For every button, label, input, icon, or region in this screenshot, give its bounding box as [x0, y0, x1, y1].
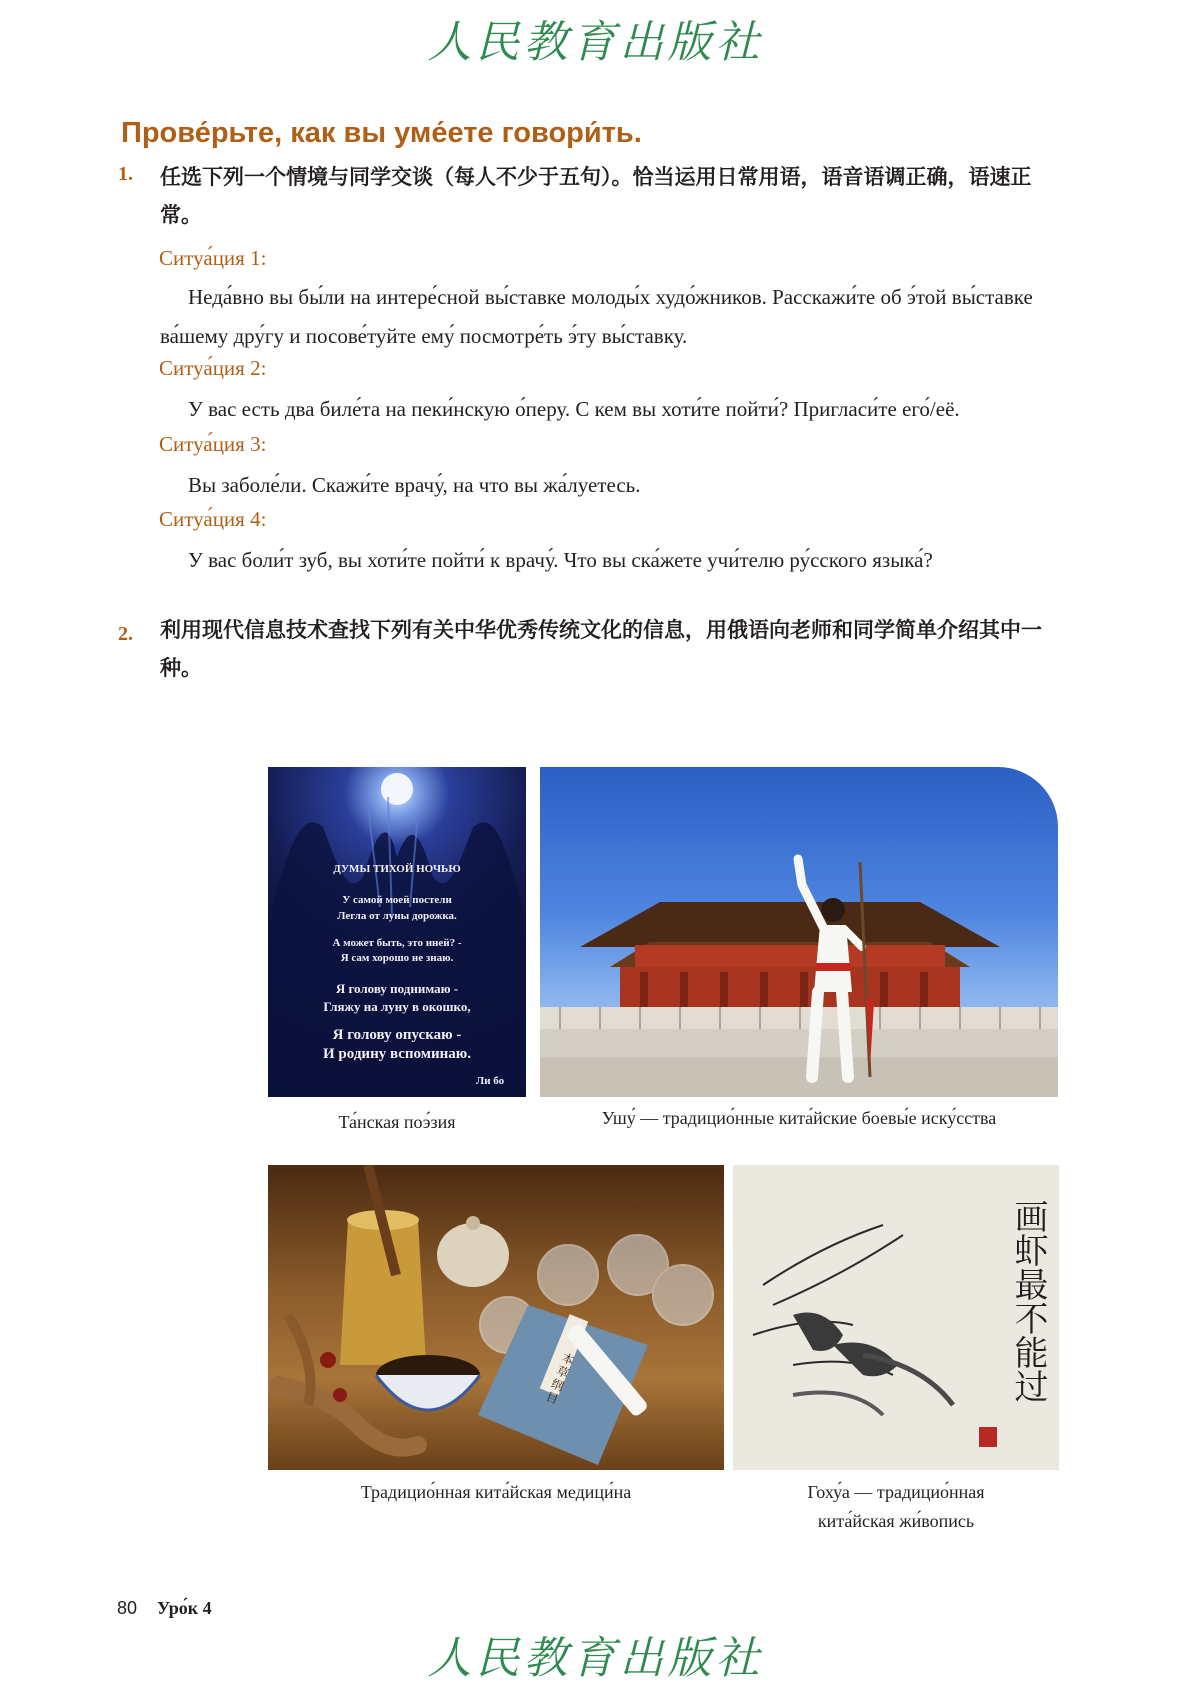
section-heading: Прове́рьте, как вы уме́ете говори́ть.	[121, 117, 642, 149]
situation-label: Ситуа́ция 4:	[159, 507, 267, 531]
palace-wushu-illustration	[540, 767, 1058, 1097]
poem-title: ДУМЫ ТИХОЙ НОЧЬЮ	[333, 863, 461, 875]
situation-text: У вас боли́т зуб, вы хоти́те пойти́ к врачу́. Что вы ска́жете учи́телю ру́сского языка́?	[188, 548, 933, 572]
task-number: 1.	[118, 163, 133, 185]
page-number: 80	[117, 1598, 138, 1618]
situation-label: Ситуа́ция 1:	[159, 246, 267, 270]
task-text: 任选下列一个情境与同学交谈（每人不少于五句）。恰当运用日常用语，语音语调正确，语速正常。	[160, 165, 1032, 227]
situation-text: Вы заболе́ли. Скажи́те врачу́, на что вы жа́луетесь.	[188, 473, 641, 497]
poem-line: Легла от луны дорожка.	[337, 910, 457, 922]
publisher-logo-top: 人民教育出版社	[427, 17, 764, 68]
situation-text: У вас есть два биле́та на пеки́нскую о́перу. С кем вы хоти́те пойти́? Пригласи́те его́/её.	[188, 397, 960, 421]
poem-line: Гляжу на луну в окошко,	[323, 999, 471, 1014]
caption-wushu: Ушу́ — традицио́нные кита́йские боевы́е иску́сства	[601, 1108, 997, 1128]
situation-label: Ситуа́ция 3:	[159, 432, 267, 456]
caption-medicine: Традицио́нная кита́йская медици́на	[360, 1482, 632, 1502]
poem-line: Я сам хорошо не знаю.	[340, 952, 454, 964]
situation-label: Ситуа́ция 2:	[159, 356, 267, 380]
caption-painting: Гоху́а — традицио́нная кита́йская жи́вопись	[807, 1482, 985, 1531]
poem-line: У самой моей постели	[342, 894, 452, 906]
lesson-label: Уро́к 4	[157, 1598, 212, 1618]
tang-poetry-image	[268, 767, 526, 1097]
painting-calligraphy: 画虾最不能过	[1008, 1199, 1048, 1403]
poem-line: А может быть, это иней? -	[332, 937, 462, 949]
poem-line: Я голову поднимаю -	[335, 981, 459, 996]
medicine-image	[268, 1165, 724, 1470]
book-title: 本草纲目	[544, 1350, 577, 1407]
publisher-logo-bottom: 人民教育出版社	[427, 1633, 764, 1684]
task-number: 2.	[118, 623, 133, 645]
task-text: 利用现代信息技术查找下列有关中华优秀传统文化的信息，用俄语向老师和同学简单介绍其中一种。	[160, 618, 1042, 680]
medicine-still-life-illustration	[268, 1165, 724, 1470]
poem-line: Я голову опускаю -	[332, 1027, 462, 1043]
guohua-image	[733, 1165, 1059, 1470]
poem-line: И родину вспоминаю.	[323, 1046, 471, 1062]
caption-poetry: Та́нская поэ́зия	[338, 1112, 456, 1132]
situation-text: Неда́вно вы бы́ли на интере́сной вы́ставке молоды́х худо́жников. Расскажи́те об э́той вы́ставке ва́шему дру́гу и посове́туйте ему́ посмотре́ть э́ту вы́ставку.	[160, 285, 1033, 348]
poem-author: Ли бо	[476, 1075, 505, 1087]
wushu-image	[540, 767, 1058, 1097]
